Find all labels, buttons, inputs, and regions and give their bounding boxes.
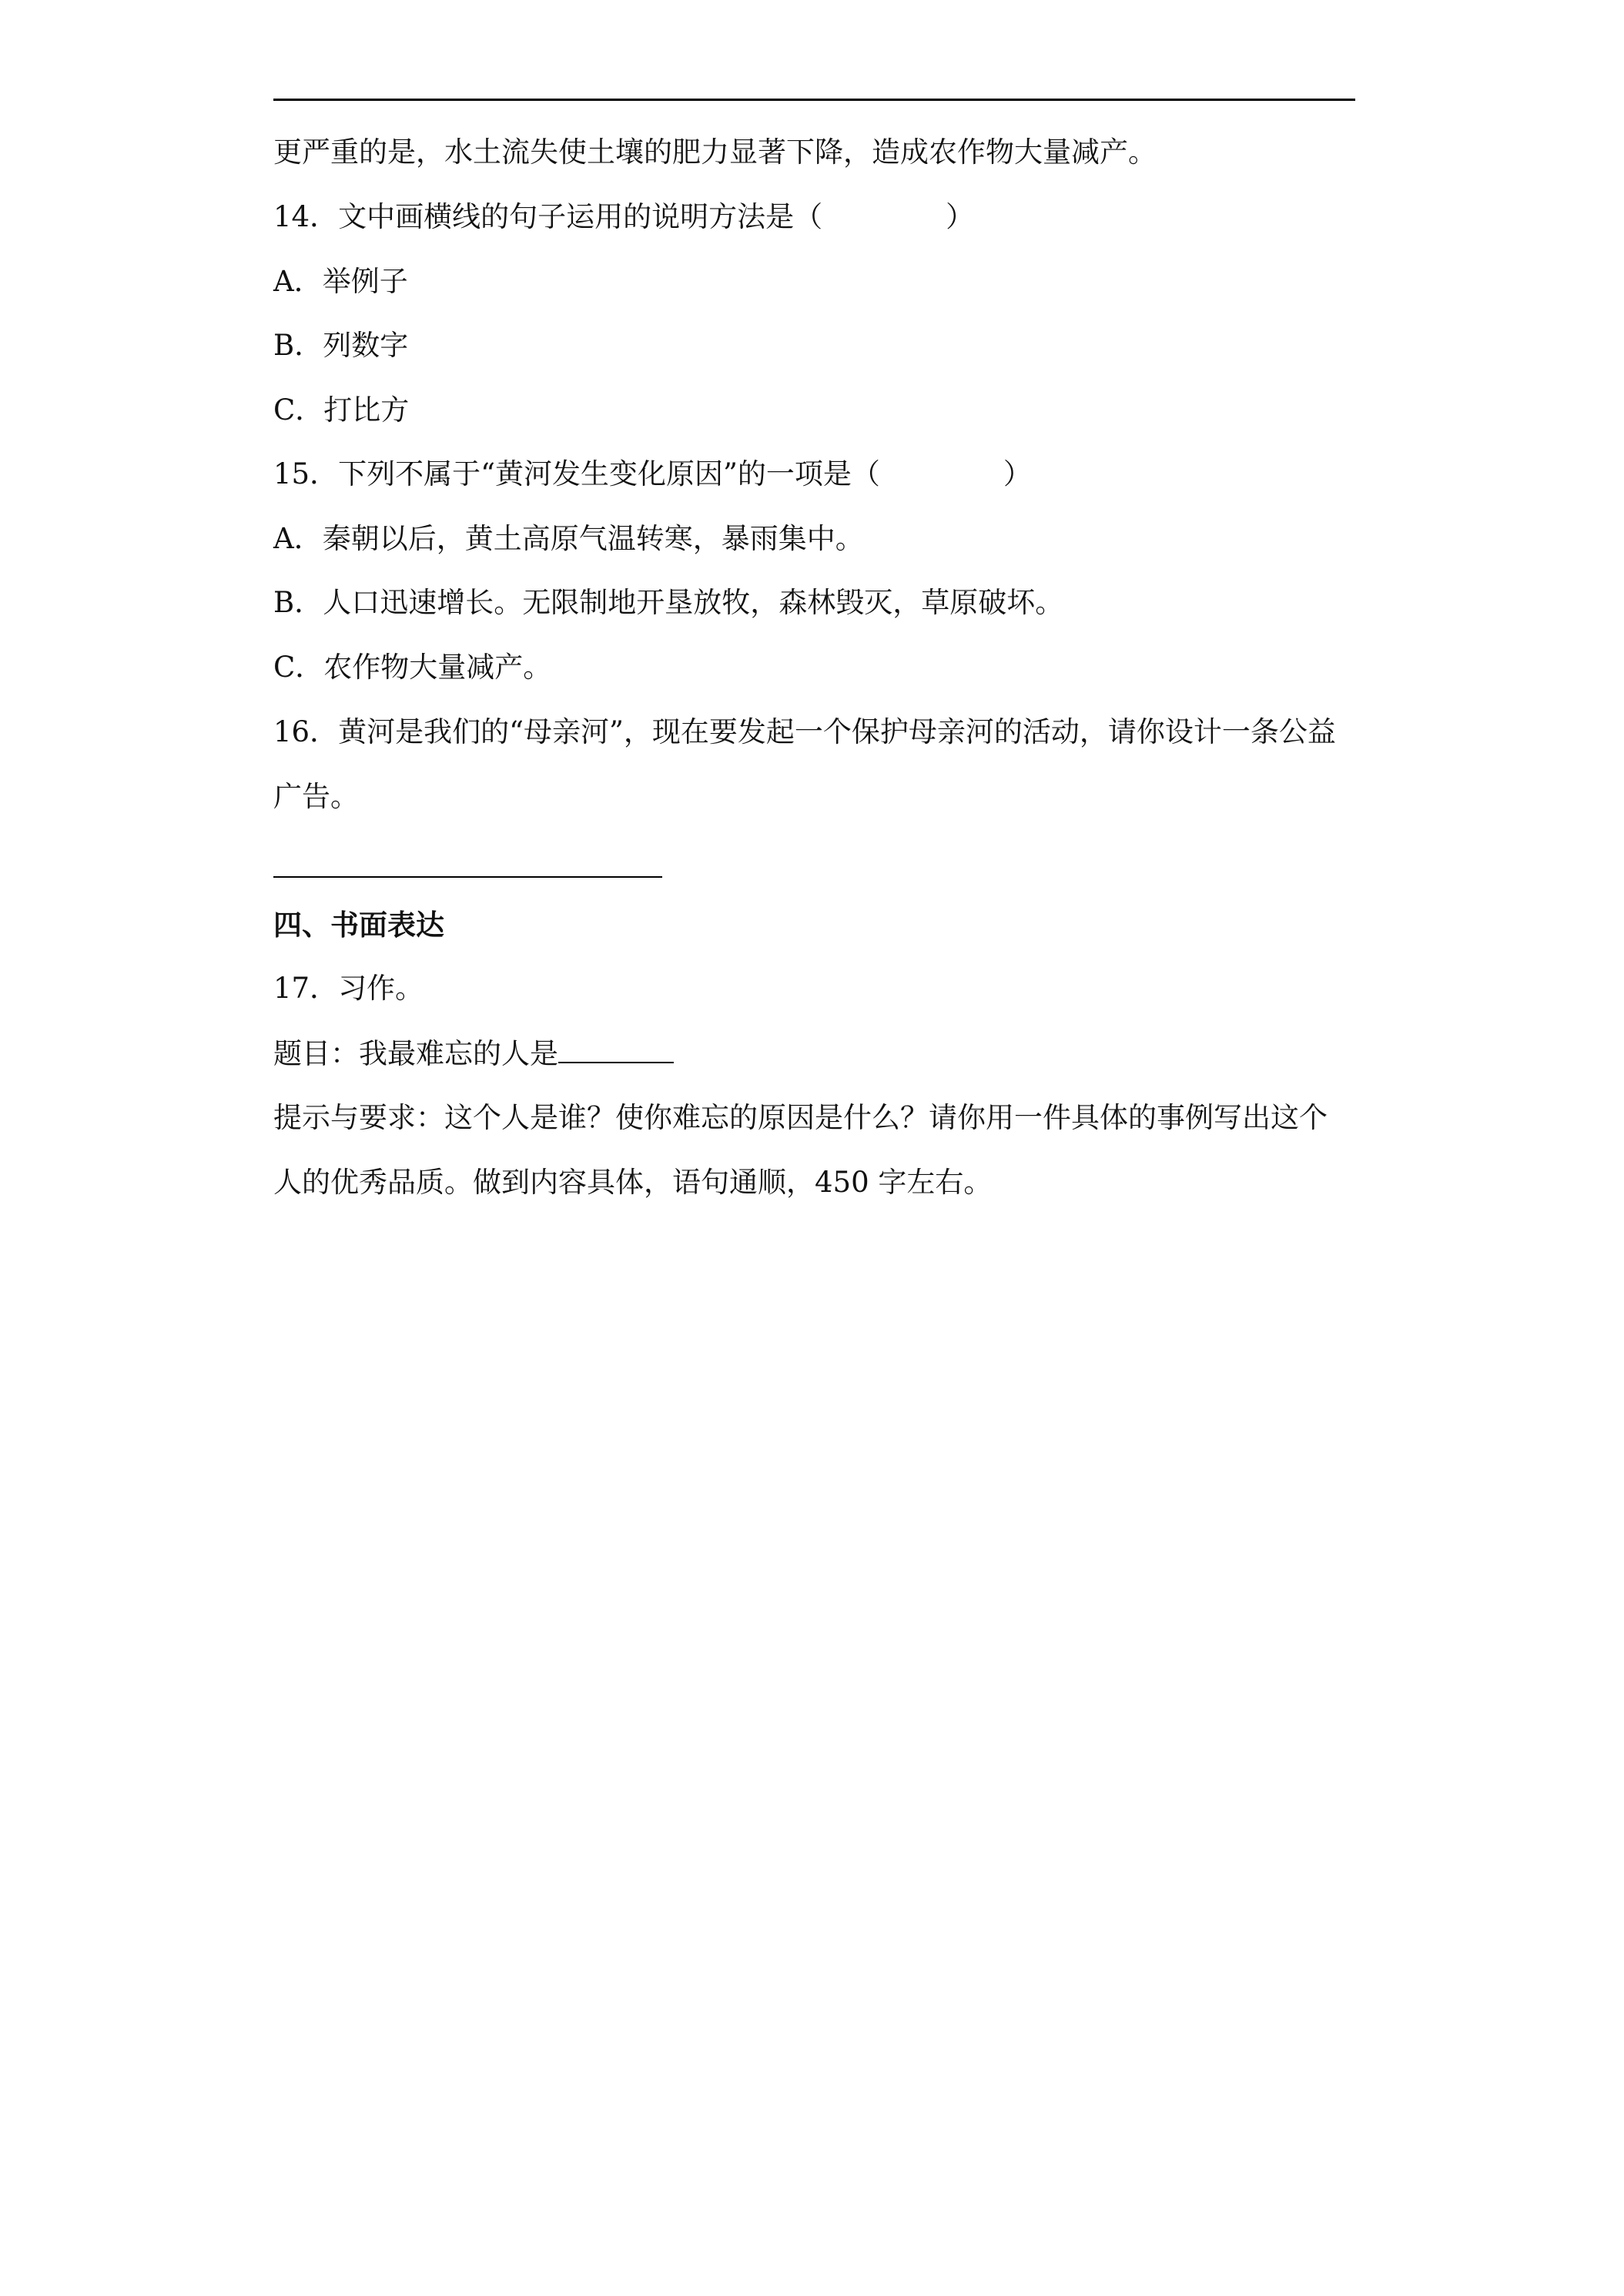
- header-rule: [273, 99, 1355, 101]
- q17-title-label: 题目：我最难忘的人是: [273, 1037, 558, 1070]
- q14-option-a: A．举例子: [273, 265, 408, 298]
- q14-stem-close: ）: [946, 200, 975, 233]
- q17-title-blank: [558, 1034, 674, 1063]
- q14-stem-text: 14．文中画横线的句子运用的说明方法是（: [273, 200, 823, 233]
- q15-option-c: C．农作物大量减产。: [273, 651, 552, 684]
- q15-stem-text: 15．下列不属于“黄河发生变化原因”的一项是（: [273, 457, 880, 490]
- q16-stem: 16．黄河是我们的“母亲河”，现在要发起一个保护母亲河的活动，请你设计一条公益广告。: [273, 715, 1336, 813]
- q14-option-c: C．打比方: [273, 393, 410, 427]
- q15-option-a: A．秦朝以后，黄土高原气温转寒，暴雨集中。: [273, 522, 864, 555]
- q17-stem: 17．习作。: [273, 972, 424, 1005]
- q17-title: [273, 1034, 674, 1073]
- q15-stem: [273, 455, 1032, 494]
- q15-stem-close: ）: [1003, 457, 1032, 490]
- passage-tail: 更严重的是，水土流失使土壤的肥力显著下降，造成农作物大量减产。: [273, 136, 1157, 169]
- q16-answer-line: [273, 876, 662, 878]
- q14-option-b: B．列数字: [273, 329, 409, 362]
- q15-option-b: B．人口迅速增长。无限制地开垦放牧，森林毁灭，草原破坏。: [273, 586, 1064, 619]
- section-heading: 四、书面表达: [273, 908, 444, 942]
- q17-requirements: 提示与要求：这个人是谁？使你难忘的原因是什么？请你用一件具体的事例写出这个人的优秀品质。做到内容具体，语句通顺，450 字左右。: [273, 1101, 1328, 1199]
- q14-stem: [273, 198, 974, 236]
